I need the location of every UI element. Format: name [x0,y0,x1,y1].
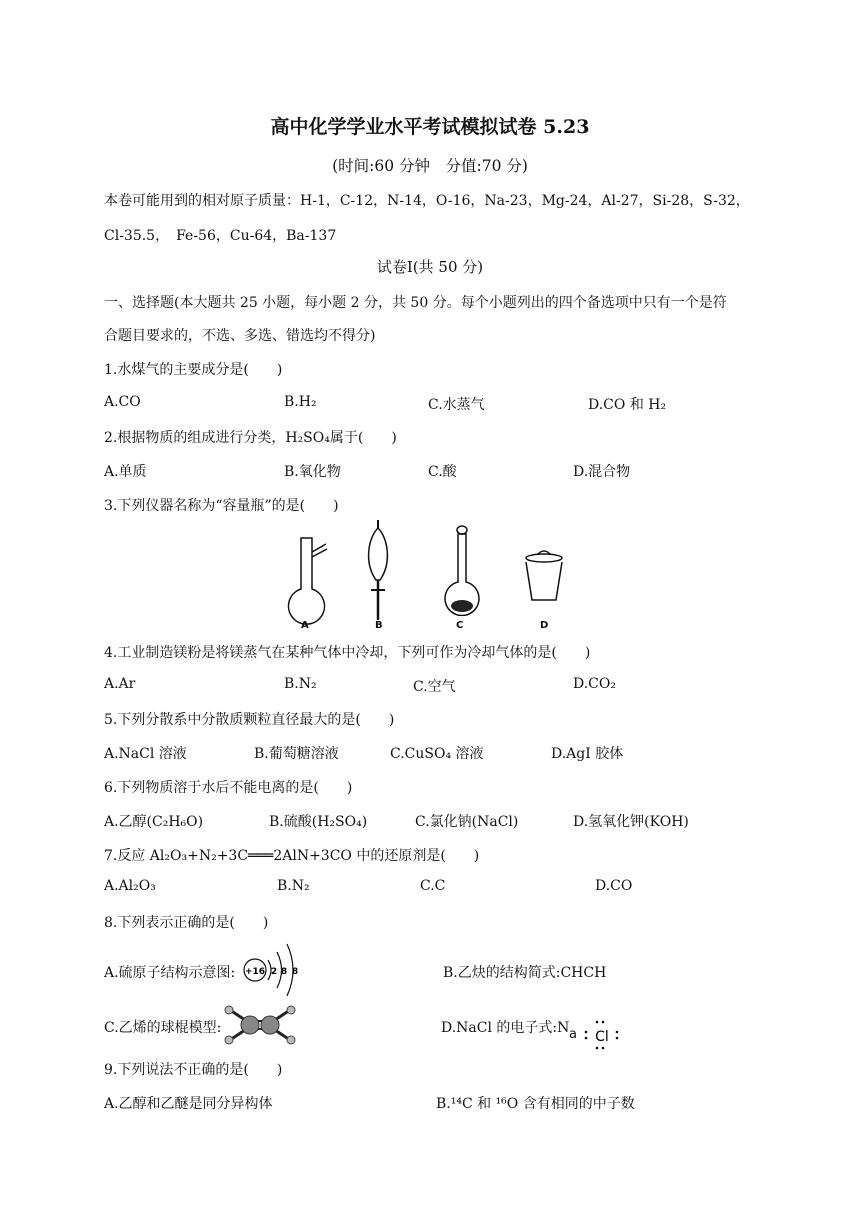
q1-option-c: C.水蒸气 [428,397,485,413]
q6-option-d: D.氢氧化钾(KOH) [573,814,689,830]
q9-option-b: B.¹⁴C 和 ¹⁶O 含有相同的中子数 [436,1096,635,1112]
shell-2-electrons: 8 [280,967,288,977]
q1-option-a: A.CO [104,394,141,410]
shell-3-electrons: 8 [291,967,299,977]
q7-stem: 7.反应 Al₂O₃+N₂+3C═══2AlN+3CO 中的还原剂是( ) [104,848,480,864]
nucleus-charge: +16 [244,967,266,977]
chloride-electron-dots [580,1016,624,1052]
q1-option-b: B.H₂ [284,394,317,410]
q1-stem: 1.水煤气的主要成分是( ) [104,362,283,378]
atomic-mass-line-1: 本卷可能用到的相对原子质量：H-1，C-12，N-14，O-16，Na-23，Mg-24，Al-27，Si-28，S-32， [104,193,750,209]
exam-subtitle: (时间:60 分钟 分值:70 分) [332,157,528,175]
crucible-image [522,546,566,606]
q8-option-c: C.乙烯的球棍模型: [104,1020,222,1036]
q2-option-c: C.酸 [428,464,457,480]
q4-option-d: D.CO₂ [573,676,616,692]
q5-option-d: D.AgI 胶体 [551,746,624,762]
section-title: 试卷Ⅰ(共 50 分) [376,258,484,276]
q5-option-b: B.葡萄糖溶液 [254,746,339,762]
chlorine-symbol: Cl [595,1029,609,1045]
q4-option-a: A.Ar [104,676,136,692]
q9-stem: 9.下列说法不正确的是( ) [104,1062,283,1078]
separatory-funnel-image [360,518,396,622]
q7-option-a: A.Al₂O₃ [104,878,156,894]
volumetric-flask-image [442,524,482,616]
q6-option-b: B.硫酸(H₂SO₄) [269,814,368,830]
q4-option-b: B.N₂ [284,676,317,692]
distillation-flask-image [282,532,332,630]
q5-option-a: A.NaCl 溶液 [104,746,187,762]
q7-option-d: D.CO [595,878,633,894]
q5-stem: 5.下列分散系中分散质颗粒直径最大的是( ) [104,712,395,728]
apparatus-label-d: D [540,620,549,631]
ethylene-ball-stick-model [222,1004,298,1046]
q1-option-d: D.CO 和 H₂ [588,397,667,413]
q8-option-d: D.NaCl 的电子式:N [441,1020,570,1036]
apparatus-label-c: C [456,620,464,631]
sodium-tail: a [569,1027,577,1042]
q2-option-b: B.氧化物 [284,464,341,480]
q8-option-b: B.乙炔的结构简式:CHCH [443,965,607,981]
q7-option-c: C.C [420,878,446,894]
q4-option-c: C.空气 [413,679,456,695]
q2-option-a: A.单质 [104,464,147,480]
q2-stem: 2.根据物质的组成进行分类，H₂SO₄属于( ) [104,430,397,446]
q6-option-a: A.乙醇(C₂H₆O) [104,814,204,830]
q6-stem: 6.下列物质溶于水后不能电离的是( ) [104,780,353,796]
q6-option-c: C.氯化钠(NaCl) [415,814,519,830]
q3-stem: 3.下列仪器名称为“容量瓶”的是( ) [104,498,339,514]
q7-option-b: B.N₂ [277,878,310,894]
instructions-line-2: 合题目要求的，不选、多选、错选均不得分) [104,328,376,344]
q8-stem: 8.下列表示正确的是( ) [104,915,269,931]
sulfur-atom-diagram [242,940,306,1000]
instructions-line-1: 一、选择题(本大题共 25 小题，每小题 2 分，共 50 分。每个小题列出的四个备选项中只有一个是符 [104,295,727,311]
q2-option-d: D.混合物 [573,464,631,480]
atomic-mass-line-2: Cl-35.5， Fe-56，Cu-64，Ba-137 [104,228,337,244]
exam-title: 高中化学学业水平考试模拟试卷 5.23 [270,116,590,138]
apparatus-label-b: B [375,620,383,631]
apparatus-label-a: A [301,620,309,631]
q4-stem: 4.工业制造镁粉是将镁蒸气在某种气体中冷却，下列可作为冷却气体的是( ) [104,645,591,661]
q9-option-a: A.乙醇和乙醚是同分异构体 [104,1096,273,1112]
shell-1-electrons: 2 [270,967,278,977]
q5-option-c: C.CuSO₄ 溶液 [390,746,484,762]
q8-option-a: A.硫原子结构示意图: [104,965,236,981]
